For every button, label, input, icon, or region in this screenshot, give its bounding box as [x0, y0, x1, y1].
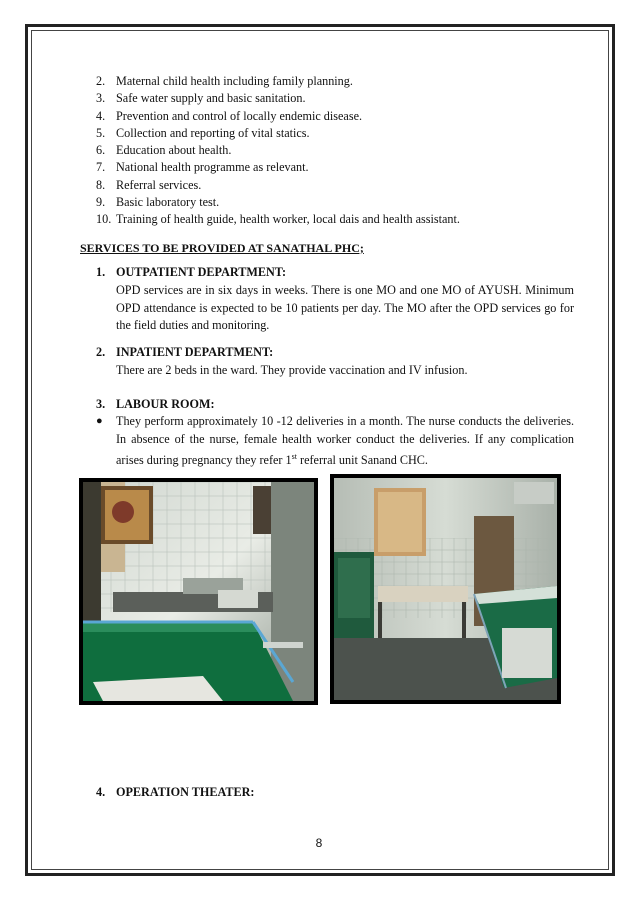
ipd-paragraph: There are 2 beds in the ward. They provide vaccination and IV infusion. [116, 363, 468, 377]
page-number: 8 [315, 836, 323, 850]
list-item: 4. Prevention and control of locally endemic disease. [96, 108, 363, 123]
operation-heading: 4. OPERATION THEATER: [96, 785, 255, 799]
labour-room-photo-2-image [334, 478, 557, 700]
labour-room-photo-1-image [83, 482, 314, 701]
labour-room-photo-1 [79, 478, 318, 705]
list-item: 8. Referral services. [96, 177, 202, 192]
labour-room-photo-2 [330, 474, 561, 704]
list-item: 5. Collection and reporting of vital statics. [96, 125, 310, 140]
functions-list [96, 73, 460, 229]
labour-heading: 3. LABOUR ROOM: [96, 397, 215, 411]
list-item: 3. Safe water supply and basic sanitation. [96, 91, 306, 106]
opd-paragraph: OPD services are in six days in weeks. There is one MO and one MO of AYUSH. Minimum OPD attendance is expected to be 10 patients per day. The MO after the OPD services go for the field duties and monitoring. [116, 283, 574, 333]
list-item: 10. Training of health guide, health worker, local dais and health assistant. [96, 212, 460, 227]
opd-heading: 1. OUTPATIENT DEPARTMENT: [96, 265, 287, 279]
list-item: 9. Basic laboratory test. [96, 195, 220, 210]
list-item: 6. Education about health. [96, 143, 232, 158]
services-heading: SERVICES TO BE PROVIDED AT SANATHAL PHC; [80, 241, 364, 255]
ipd-heading: 2. INPATIENT DEPARTMENT: [96, 345, 274, 359]
labour-bullet: ● They perform approximately 10 -12 deliveries in a month. The nurse conducts the deliveries. In absence of the nurse, female health worker conduct the deliveries. If any complication arises during pregnancy they refer 1st referral unit Sanand CHC. [96, 413, 574, 470]
bullet-dot-icon: ● [96, 415, 103, 427]
list-item: 7. National health programme as relevant. [96, 160, 309, 175]
list-item: 2. Maternal child health including family planning. [96, 74, 353, 88]
